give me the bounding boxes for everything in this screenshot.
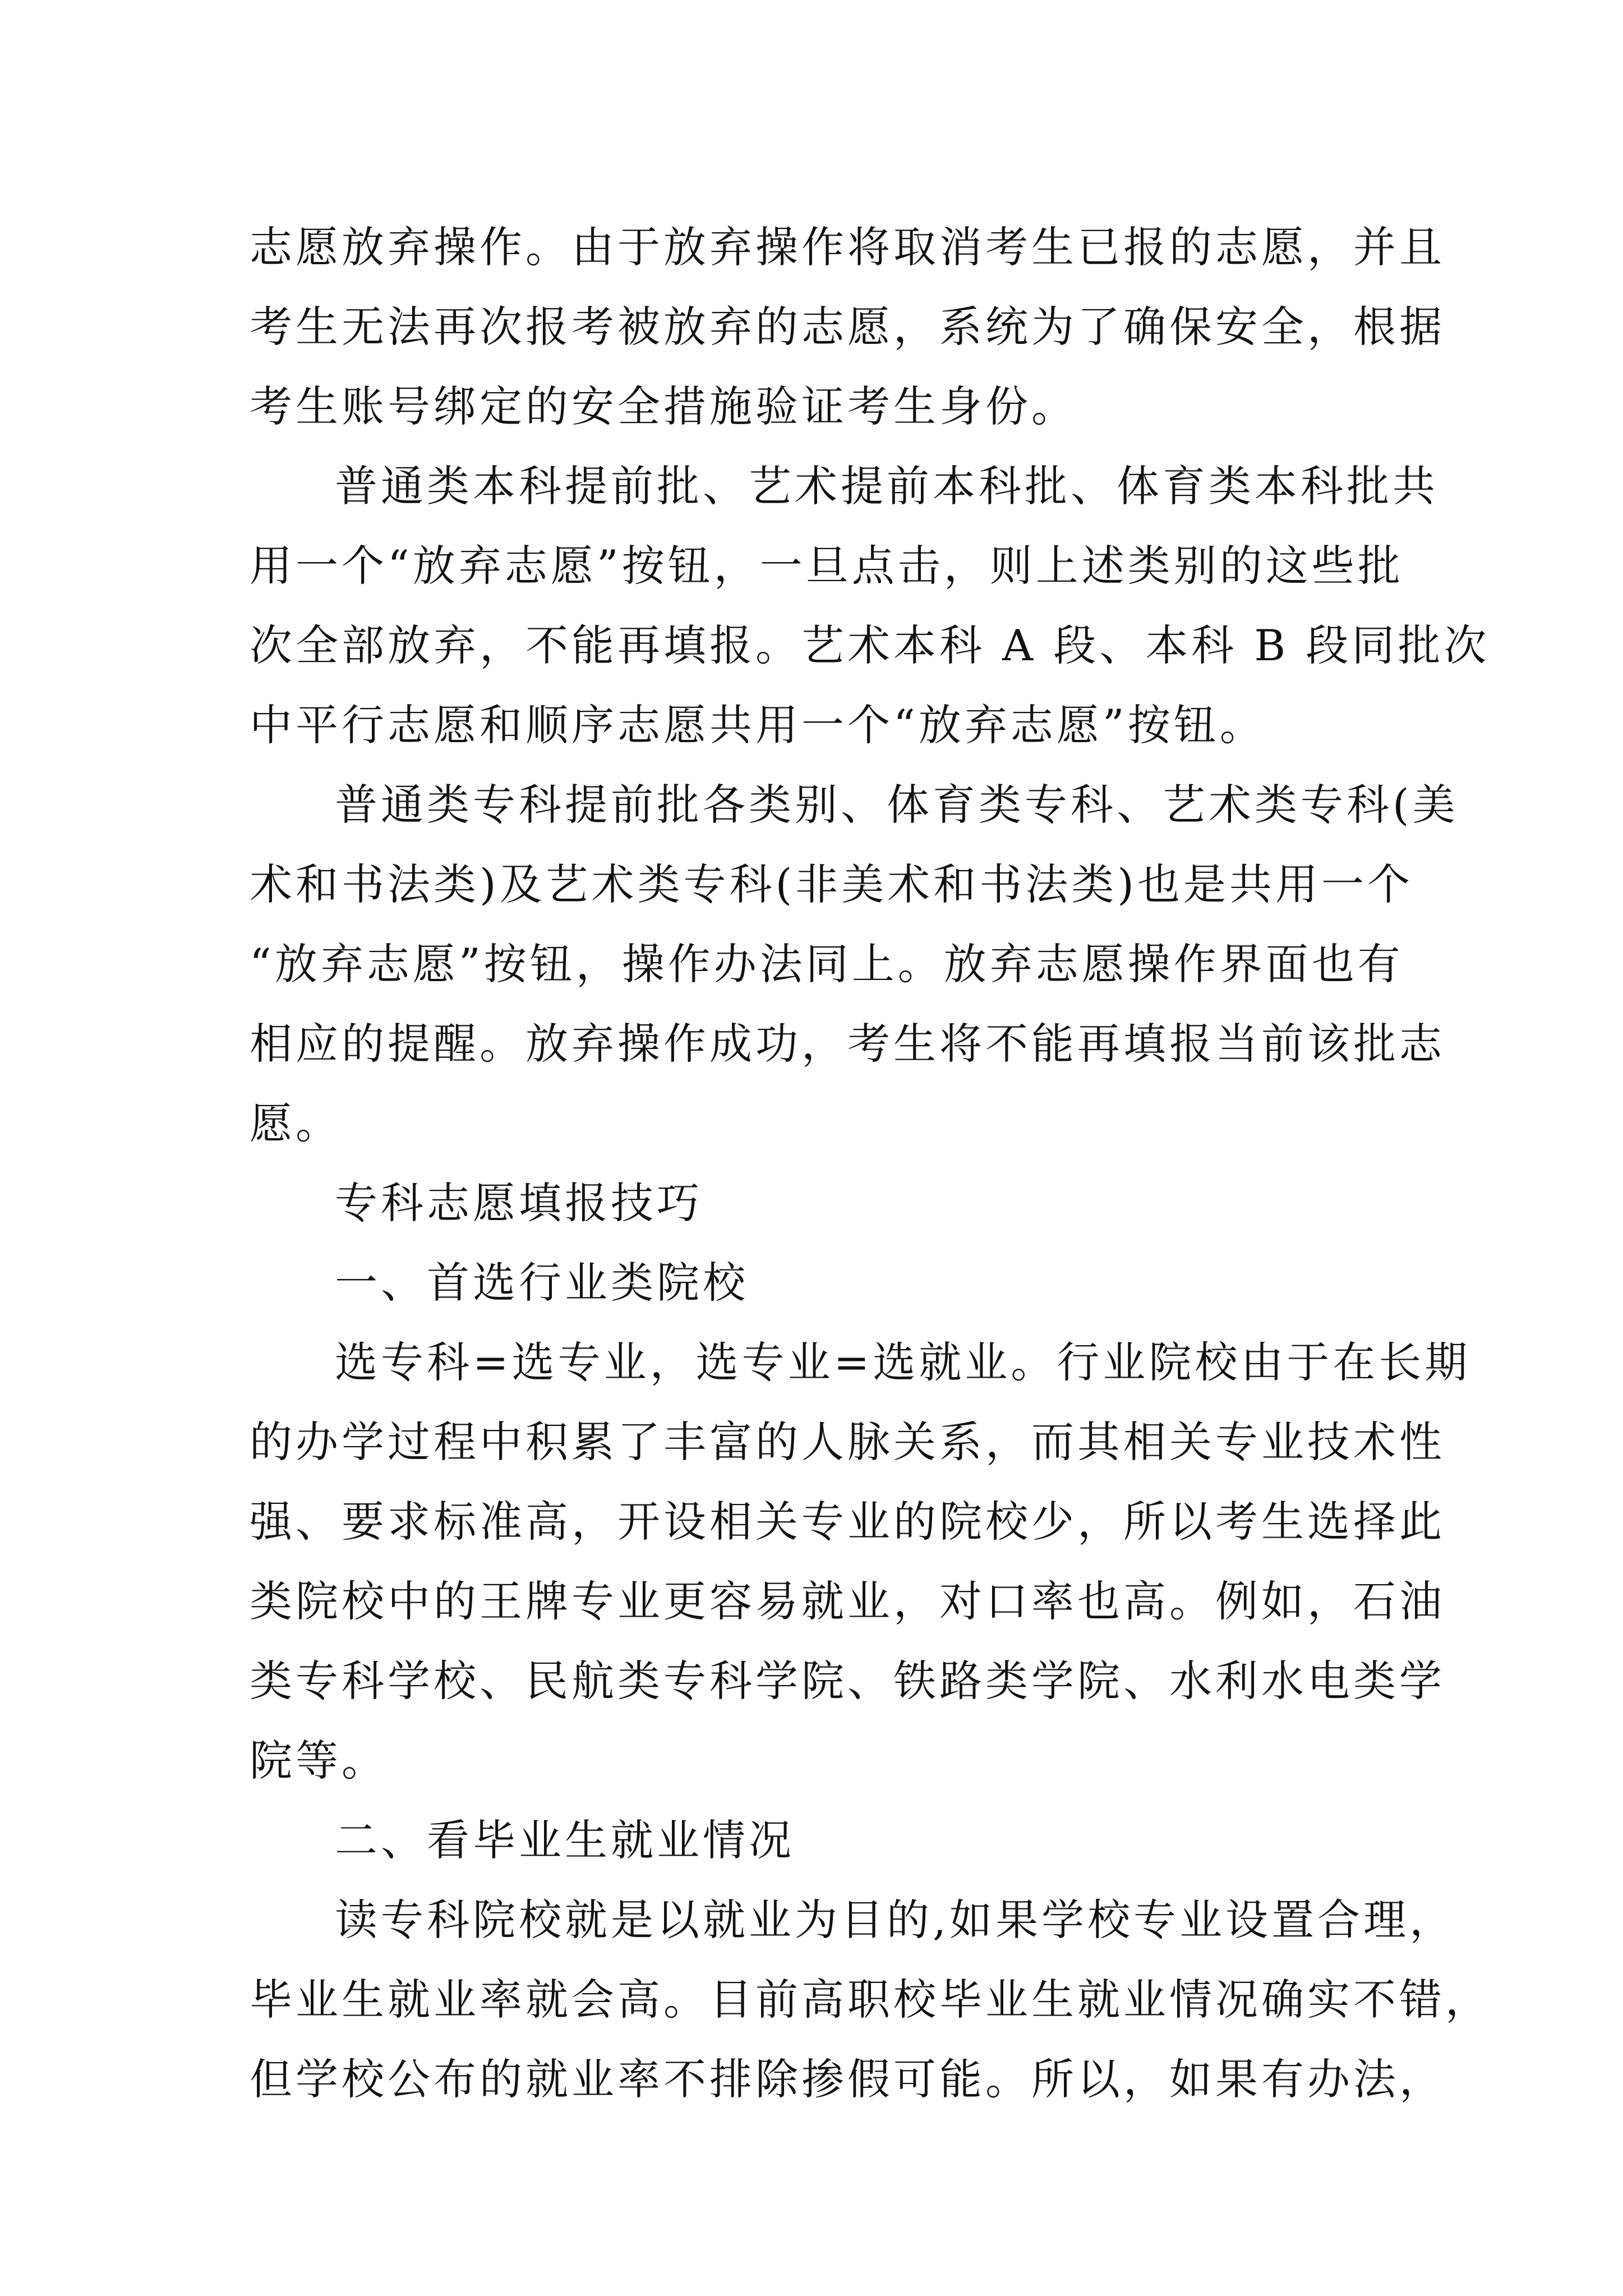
text-line: “放弃志愿”按钮，操作办法同上。放弃志愿操作界面也有 bbox=[250, 939, 1404, 989]
text-line: 相应的提醒。放弃操作成功，考生将不能再填报当前该批志 bbox=[250, 1019, 1445, 1069]
subsection-heading: 一、首选行业类院校 bbox=[335, 1258, 749, 1308]
text-line: 考生账号绑定的安全措施验证考生身份。 bbox=[250, 381, 1077, 431]
text-line: 强、要求标准高，开设相关专业的院校少，所以考生选择此 bbox=[250, 1497, 1445, 1547]
paragraph-first-line: 普通类本科提前批、艺术提前本科批、体育类本科批共 bbox=[335, 461, 1438, 511]
document-body bbox=[250, 208, 1491, 2119]
text-line: 术和书法类)及艺术类专科(非美术和书法类)也是共用一个 bbox=[250, 859, 1413, 909]
paragraph-first-line: 选专科=选专业，选专业=选就业。行业院校由于在长期 bbox=[335, 1337, 1471, 1387]
text-line: 次全部放弃，不能再填报。艺术本科 A 段、本科 B 段同批次 bbox=[250, 620, 1490, 670]
text-line: 类专科学校、民航类专科学院、铁路类学院、水利水电类学 bbox=[250, 1656, 1445, 1706]
text-line: 院等。 bbox=[250, 1736, 388, 1786]
text-line: 类院校中的王牌专业更容易就业，对口率也高。例如，石油 bbox=[250, 1576, 1445, 1626]
text-line: 但学校公布的就业率不排除掺假可能。所以，如果有办法， bbox=[250, 2054, 1445, 2104]
text-line: 中平行志愿和顺序志愿共用一个“放弃志愿”按钮。 bbox=[250, 700, 1266, 750]
text-line: 愿。 bbox=[250, 1098, 342, 1148]
text-line: 用一个“放弃志愿”按钮，一旦点击，则上述类别的这些批 bbox=[250, 541, 1404, 591]
text-line: 的办学过程中积累了丰富的人脉关系，而其相关专业技术性 bbox=[250, 1417, 1445, 1467]
section-heading: 专科志愿填报技巧 bbox=[335, 1178, 703, 1228]
paragraph-first-line: 普通类专科提前批各类别、体育类专科、艺术类专科(美 bbox=[335, 780, 1459, 830]
paragraph-first-line: 读专科院校就是以就业为目的,如果学校专业设置合理， bbox=[335, 1895, 1456, 1945]
subsection-heading: 二、看毕业生就业情况 bbox=[335, 1815, 795, 1865]
text-line: 考生无法再次报考被放弃的志愿，系统为了确保安全，根据 bbox=[250, 302, 1445, 352]
text-line: 志愿放弃操作。由于放弃操作将取消考生已报的志愿，并且 bbox=[250, 222, 1445, 272]
text-line: 毕业生就业率就会高。目前高职校毕业生就业情况确实不错， bbox=[250, 1975, 1491, 2024]
